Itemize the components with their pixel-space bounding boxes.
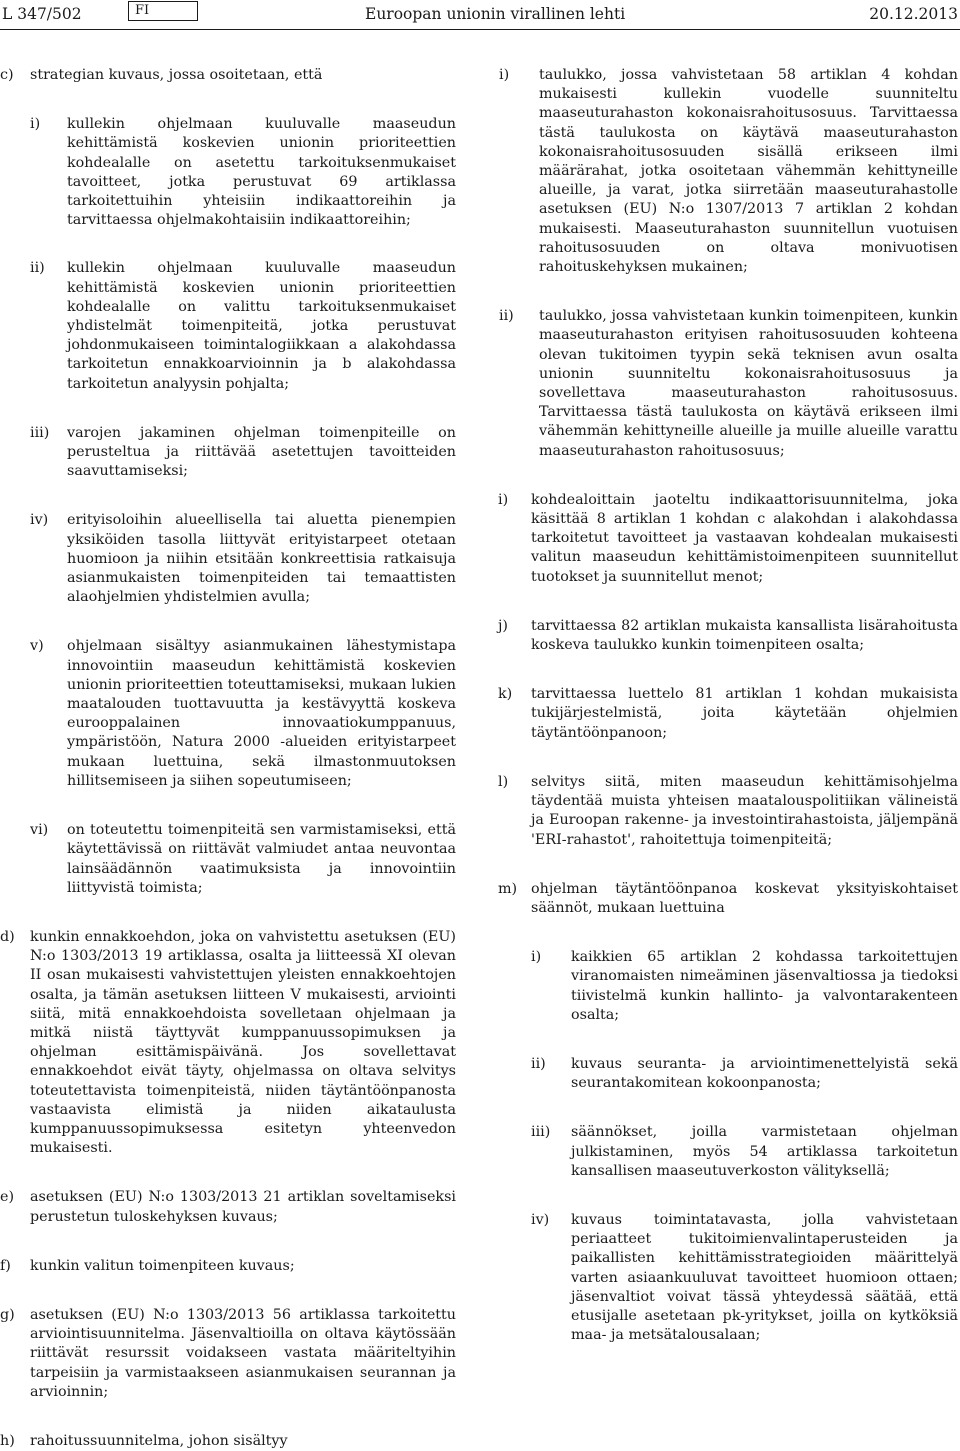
item-text: rahoitussuunnitelma, johon sisältyy [30, 1432, 288, 1449]
sub-item-text: kullekin ohjelmaan kuuluvalle maaseudun kehittämistä koskevien unionin prioriteettien kohdealalle on asetettu tarkoituksenmukaiset tavoitteet, jotka perustuvat 69 artiklassa tarkoitettuihin yhteisiin indikaattoreihin ja tarvittaessa ohjelmakohtaisiin indikaattoreihin; [67, 116, 456, 229]
item-label: d) [0, 928, 15, 945]
item-text: selvitys siitä, miten maaseudun kehittämisohjelma täydentää muista yhteisen maatalouspolitiikan välineistä ja Euroopan rakenne- ja investointirahastoista, jäljempänä 'ERI-rahastot', rahoitettuja toimenpiteitä; [531, 773, 958, 848]
item-text: kohdealoittain jaoteltu indikaattorisuunnitelma, joka käsittää 8 artiklan 1 kohdan c alakohdan i alakohdassa tarkoitetut tavoitteet ja vastaavan kohdealan mukaisesti valitun maaseudun kehittämistoimenpiteen suunnitellut tuotokset ja suunnitellut menot; [531, 491, 958, 585]
sub-item-text: taulukko, jossa vahvistetaan 58 artiklan 4 kohdan mukaisesti kullekin vuodelle suunniteltu maaseuturahaston kokonaisrahoitusosuus. Tarvittaessa tästä taulukosta on käytävä maaseuturahaston kokonaisrahoitusosuuden sisällä erikseen ilmi määrärahat, jotka osoitetaan vähemmän kehittyneille alueille, ja varat, jotka siirretään maaseuturahastolle asetuksen (EU) N:o 1307/2013 7 artiklan 2 kohdan mukaisesti. Maaseuturahaston suunnitellun vuotuisen rahoitusosuuden on oltava monivuotisen rahoituskehyksen mukainen; [539, 67, 958, 276]
sub-item-text: on toteutettu toimenpiteitä sen varmistamiseksi, että käytettävissä on riittävät valmiudet antaa neuvontaa lainsäädännön vaatimuksista ja innovointiin liittyvistä toimista; [67, 822, 456, 896]
item-label: g) [0, 1306, 15, 1323]
list-item-k [498, 685, 958, 743]
sub-item-text: kuvaus seuranta- ja arviointimenettelyistä sekä seurantakomitean kokoonpanosta; [571, 1055, 958, 1092]
list-item-l [498, 773, 958, 850]
item-label: i) [498, 491, 509, 508]
sub-item-label: iii) [531, 1124, 551, 1141]
sub-item-text: kaikkien 65 artiklan 2 kohdassa tarkoitettujen viranomaisten nimeäminen jäsenvaltiossa ja tiedoksi tiivistelmä kunkin hallinto- ja valvontarakenteen osalta; [571, 949, 958, 1023]
sub-item-label: i) [30, 116, 41, 133]
item-label: e) [0, 1189, 15, 1206]
sub-item-text: varojen jakaminen ohjelman toimenpiteille on perusteltua ja riittävää asetettujen tavoitteiden saavuttamiseksi; [67, 424, 456, 480]
sub-item-label: ii) [30, 260, 45, 277]
list-item-f [0, 1257, 456, 1276]
item-label: c) [0, 67, 14, 83]
item-label: l) [498, 773, 509, 790]
sub-item-c-iv [30, 511, 456, 607]
item-text: kunkin ennakkoehdon, joka on vahvistettu asetuksen (EU) N:o 1303/2013 19 artiklassa, osalta ja liitteessä XI olevan II osan mukaisesti vahvistettujen yleisten ennakkoehtojen osalta, ja tämän asetuksen liitteen V mukaisesti, arviointi siitä, mitä ennakkoehdoista sovelletaan ohjelmaan ja mitkä niistä täyttyvät kumppanuussopimuksen ja ohjelman esittämispäivänä. Jos sovellettavat ennakkoehdot eivät täyty, ohjelmassa on oltava selvitys toteutettavista toimenpiteistä, niiden täytäntöönpanosta vastaavista elimistä ja niiden aikataulusta kumppanuussopimuksessa esitetyn yhteenvedon mukaisesti. [30, 928, 456, 1157]
journal-title: Euroopan unionin virallinen lehti [365, 5, 626, 23]
sub-item-label: vi) [30, 822, 49, 839]
sub-item-label: v) [30, 638, 44, 655]
sub-item-label: i) [499, 67, 510, 83]
page-reference: L 347/502 [2, 5, 82, 23]
sub-item-c-i [30, 115, 456, 230]
sub-item-label: iv) [30, 512, 49, 529]
item-text: strategian kuvaus, jossa osoitetaan, että [30, 67, 323, 83]
list-item-i [498, 491, 958, 587]
list-item-e [0, 1188, 456, 1226]
language-code-box: FI [128, 1, 198, 21]
item-label: k) [498, 686, 513, 703]
item-text: asetuksen (EU) N:o 1303/2013 21 artiklan soveltamiseksi perustetun tuloskehyksen kuvaus; [30, 1189, 456, 1225]
header-rule [0, 29, 960, 30]
sub-item-h-ii [499, 307, 958, 461]
item-text: tarvittaessa 82 artiklan mukaista kansallista lisärahoitusta koskeva taulukko kunkin toimenpiteen osalta; [531, 617, 958, 654]
left-column [0, 66, 456, 1451]
page-header [0, 0, 960, 30]
list-item-c [0, 66, 456, 85]
item-label: j) [498, 617, 509, 634]
right-column [498, 66, 958, 1345]
item-label: f) [0, 1257, 11, 1274]
list-item-j [498, 617, 958, 655]
sub-item-m-ii [531, 1055, 958, 1093]
sub-item-m-i [531, 948, 958, 1025]
sub-item-text: kullekin ohjelmaan kuuluvalle maaseudun kehittämistä koskevien unionin prioriteettien kohdealalle on valittu tarkoituksenmukaiset yhdistelmät toimenpiteitä, jotka perustuvat johdonmukaiseen toimintalogiikkaan a alakohdassa tarkoitetun ennakkoarvioinnin ja b alakohdassa tarkoitetun analyysin pohjalta; [67, 260, 456, 392]
sub-item-c-v [30, 637, 456, 791]
list-item-m [498, 880, 958, 918]
sub-item-label: i) [531, 949, 542, 966]
sub-item-text: erityisoloihin alueellisella tai aluetta pienempien yksiköiden tasolla liittyvät erityistarpeet otetaan huomioon ja niihin etsitään konkreettisia ratkaisuja asianmukaisten toimenpiteiden tai temaattisten alaohjelmien yhdistelmien avulla; [67, 512, 456, 606]
sub-item-c-vi [30, 821, 456, 898]
sub-item-m-iii [531, 1123, 958, 1181]
sub-item-label: ii) [499, 308, 514, 325]
sub-item-text: ohjelmaan sisältyy asianmukainen lähestymistapa innovointiin maaseudun kehittämistä koskevien unionin prioriteettien toteuttamiseksi, mukaan lukien maatalouden tuottavuutta ja kestävyyttä koskeva eurooppalainen innovaatiokumppanuus, ympäristöön, Natura 2000 -alueiden erityistarpeet mukaan luettuina, sekä ilmastonmuutoksen hillitsemiseen ja siihen sopeutumiseen; [67, 638, 456, 789]
list-item-h [0, 1432, 456, 1451]
sub-item-text: säännökset, joilla varmistetaan ohjelman julkistaminen, myös 54 artiklassa tarkoitetun kansallisen maaseutuverkoston välityksellä; [571, 1124, 958, 1179]
publication-date: 20.12.2013 [869, 5, 958, 23]
item-text: kunkin valitun toimenpiteen kuvaus; [30, 1257, 295, 1274]
sub-item-text: kuvaus toimintatavasta, jolla vahvistetaan periaatteet tukitoimienvalintaperusteiden ja paikallisten kehittämisstrategioiden määrittelyä varten asiaankuuluvat tavoitteet huomioon ottaen; jäsenvaltiot voivat tässä yhteydessä säätää, että etusijalle asetetaan pk-yritykset, joilla on kytköksiä maa- ja metsätalousalaan; [571, 1211, 958, 1344]
sub-item-m-iv [531, 1211, 958, 1345]
item-text: tarvittaessa luettelo 81 artiklan 1 kohdan mukaisista tukijärjestelmistä, joita käytetään ohjelmien täytäntöönpanoon; [531, 686, 958, 741]
item-text: asetuksen (EU) N:o 1303/2013 56 artiklassa tarkoitettu arviointisuunnitelma. Jäsenvaltioilla on oltava käytössään riittävät resurssit voidakseen vastata määriteltyihin tarpeisiin ja varmistaakseen asianmukaisen seurannan ja arvioinnin; [30, 1306, 456, 1400]
sub-item-text: taulukko, jossa vahvistetaan kunkin toimenpiteen, kunkin maaseuturahaston erityisen rahoitusosuuden kohteena olevan tukitoimen tyypin sekä teknisen avun osalta unionin suunniteltu kokonaisrahoitusosuus ja sovellettava maaseuturahaston rahoitusosuus. Tarvittaessa tästä taulukosta on käytävä erikseen ilmi vähemmän kehittyneille alueille ja muille alueille varattu maaseuturahaston rahoitusosuus; [539, 308, 958, 459]
list-item-g [0, 1306, 456, 1402]
sub-item-c-iii [30, 424, 456, 482]
sub-item-label: iii) [30, 424, 50, 441]
item-label: m) [498, 880, 518, 897]
item-label: h) [0, 1432, 15, 1449]
sub-item-label: iv) [531, 1211, 550, 1228]
item-text: ohjelman täytäntöönpanoa koskevat yksityiskohtaiset säännöt, mukaan luettuina [531, 880, 958, 916]
sub-item-h-i [499, 66, 958, 277]
sub-item-c-ii [30, 259, 456, 393]
sub-item-label: ii) [531, 1055, 546, 1072]
list-item-d [0, 928, 456, 1158]
